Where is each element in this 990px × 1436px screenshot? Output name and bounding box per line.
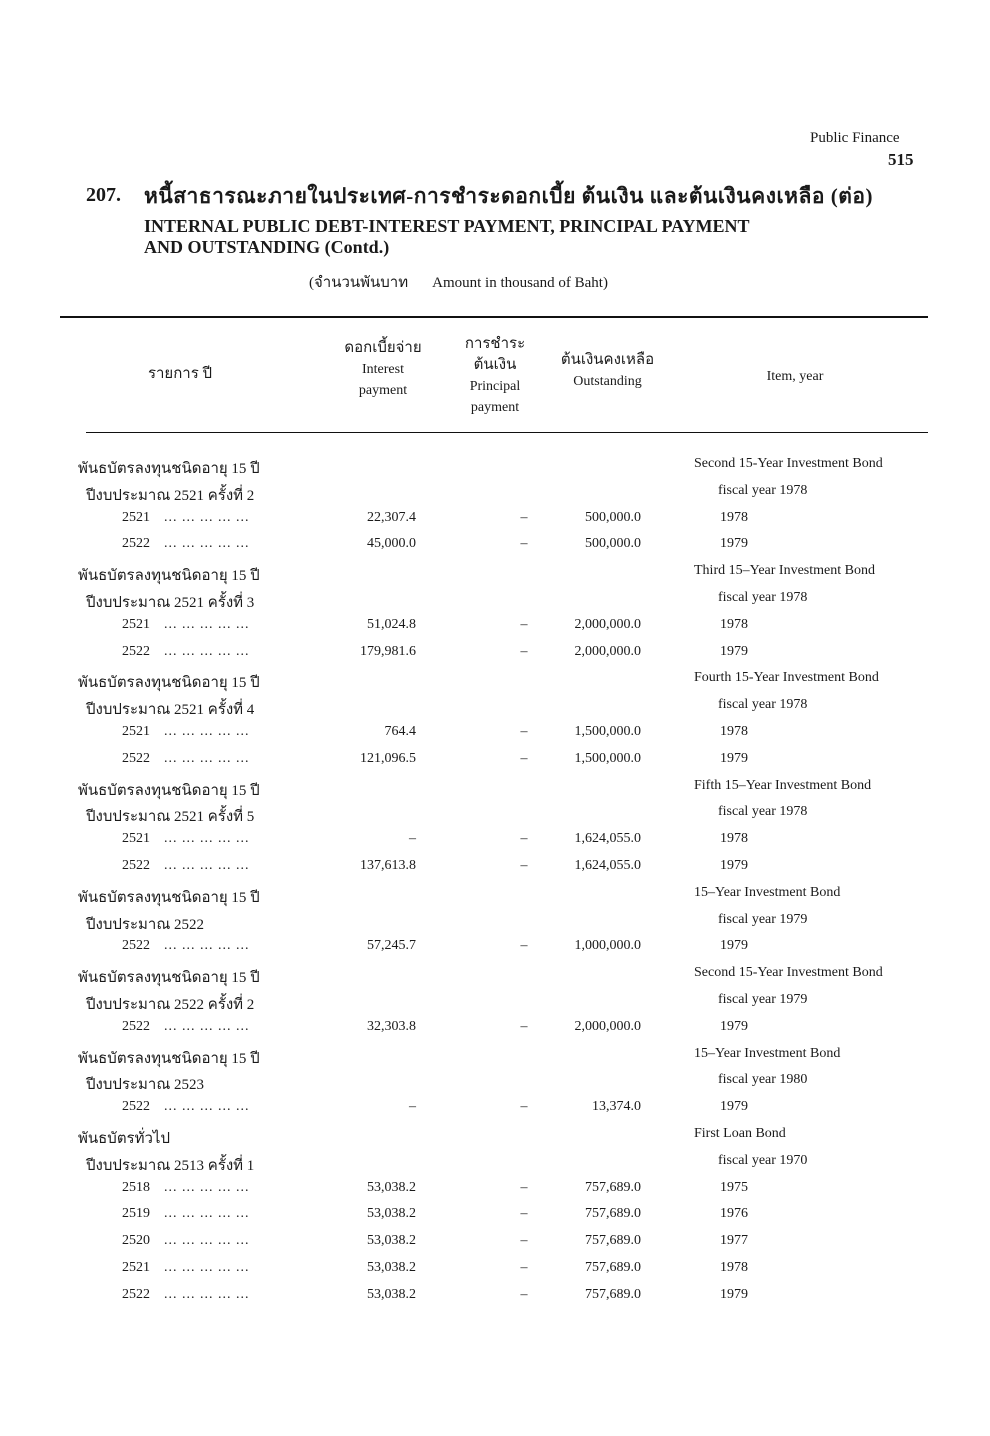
principal-value: – <box>520 831 528 847</box>
col-head-principal-en2: payment <box>470 400 520 415</box>
outstanding-value: 1,624,055.0 <box>574 858 641 873</box>
year-en: 1979 <box>720 1099 748 1115</box>
subgroup-label-th: ปีงบประมาณ 2522 <box>86 916 204 933</box>
subgroup-label-th: ปีงบประมาณ 2513 ครั้งที่ 1 <box>86 1157 255 1174</box>
group-label-en: Second 15-Year Investment Bond <box>694 456 883 471</box>
principal-value: – <box>520 750 528 766</box>
title-english-line1: INTERNAL PUBLIC DEBT-INTEREST PAYMENT, PRINCIPAL PAYMENT <box>144 216 750 236</box>
year-th: 2522 <box>122 536 150 552</box>
principal-value: – <box>520 536 528 552</box>
subgroup-row <box>0 1153 990 1179</box>
group-row <box>0 778 990 804</box>
year-th: 2522 <box>122 938 150 954</box>
outstanding-value: 500,000.0 <box>585 536 641 552</box>
year-th: 2520 <box>122 1233 150 1249</box>
col-head-interest-en2: payment <box>358 383 408 398</box>
year-th: 2521 <box>122 616 150 632</box>
principal-value: – <box>520 1206 528 1222</box>
table-row <box>0 1233 990 1259</box>
table-row <box>0 1180 990 1206</box>
leader-dots: ... ... ... ... ... <box>164 1260 250 1275</box>
leader-dots: ... ... ... ... ... <box>164 724 250 739</box>
table-row <box>0 1287 990 1313</box>
group-row <box>0 1126 990 1152</box>
subgroup-label-th: ปีงบประมาณ 2521 ครั้งที่ 3 <box>86 595 255 611</box>
group-row <box>0 885 990 911</box>
subgroup-label-en: fiscal year 1978 <box>718 590 808 605</box>
leader-dots: ... ... ... ... ... <box>164 536 250 552</box>
subgroup-label-th: ปีงบประมาณ 2523 <box>86 1077 204 1094</box>
interest-value: 57,245.7 <box>367 938 416 954</box>
col-head-item-en: Item, year <box>766 369 824 384</box>
leader-dots: ... ... ... ... ... <box>164 1206 250 1222</box>
outstanding-value: 757,689.0 <box>585 1206 641 1222</box>
year-th: 2521 <box>122 831 150 847</box>
leader-dots: ... ... ... ... ... <box>164 1179 250 1195</box>
table-row <box>0 724 990 750</box>
table-row <box>0 858 990 884</box>
table-row <box>0 510 990 536</box>
interest-value: 32,303.8 <box>367 1018 416 1034</box>
subgroup-label-en: fiscal year 1980 <box>718 1072 808 1088</box>
year-th: 2522 <box>122 750 150 766</box>
interest-value: 53,038.2 <box>367 1206 416 1222</box>
year-th: 2521 <box>122 1260 150 1275</box>
group-label-th: พันธบัตรลงทุนชนิดอายุ 15 ปี <box>78 889 260 906</box>
group-label-en: First Loan Bond <box>694 1126 786 1141</box>
subgroup-row <box>0 483 990 509</box>
year-en: 1979 <box>720 938 748 954</box>
year-en: 1979 <box>720 1286 748 1302</box>
interest-value: – <box>409 831 416 847</box>
interest-value: 764.4 <box>384 724 416 739</box>
group-label-th: พันธบัตรลงทุนชนิดอายุ 15 ปี <box>78 1050 260 1067</box>
group-label-en: Fourth 15-Year Investment Bond <box>694 670 879 686</box>
year-en: 1977 <box>720 1233 748 1249</box>
subgroup-row <box>0 804 990 830</box>
year-th: 2522 <box>122 858 150 873</box>
col-head-interest-en1: Interest <box>362 362 404 377</box>
principal-value: – <box>520 858 528 873</box>
table-row <box>0 831 990 857</box>
col-head-interest <box>318 338 448 401</box>
principal-value: – <box>520 1179 528 1195</box>
subgroup-row <box>0 1072 990 1098</box>
interest-value: 22,307.4 <box>367 509 416 525</box>
leader-dots: ... ... ... ... ... <box>164 616 250 632</box>
principal-value: – <box>520 938 528 954</box>
group-label-th: พันธบัตรทั่วไป <box>78 1131 170 1147</box>
interest-value: 179,981.6 <box>360 643 416 659</box>
group-label-en: Second 15-Year Investment Bond <box>694 965 883 981</box>
group-label-th: พันธบัตรลงทุนชนิดอายุ 15 ปี <box>78 568 260 585</box>
table-row <box>0 1260 990 1286</box>
subgroup-label-th: ปีงบประมาณ 2521 ครั้งที่ 4 <box>86 702 255 719</box>
outstanding-value: 2,000,000.0 <box>574 616 641 632</box>
leader-dots: ... ... ... ... ... <box>164 750 250 766</box>
outstanding-value: 757,689.0 <box>585 1260 641 1275</box>
year-en: 1979 <box>720 536 748 552</box>
outstanding-value: 13,374.0 <box>592 1099 641 1115</box>
col-head-item-th: รายการ ปี <box>147 366 213 382</box>
principal-value: – <box>520 643 528 659</box>
year-th: 2519 <box>122 1206 150 1222</box>
year-th: 2522 <box>122 1286 150 1302</box>
interest-value: 53,038.2 <box>367 1286 416 1302</box>
outstanding-value: 757,689.0 <box>585 1179 641 1195</box>
year-en: 1978 <box>720 831 748 847</box>
group-label-th: พันธบัตรลงทุนชนิดอายุ 15 ปี <box>78 970 260 987</box>
interest-value: – <box>409 1099 416 1115</box>
interest-value: 51,024.8 <box>367 616 416 632</box>
principal-value: – <box>520 724 528 739</box>
year-en: 1978 <box>720 1260 748 1275</box>
header-rule <box>86 432 928 433</box>
table-number: 207. <box>86 184 121 206</box>
year-th: 2522 <box>122 1018 150 1034</box>
subgroup-label-en: fiscal year 1978 <box>718 804 808 820</box>
year-en: 1975 <box>720 1179 748 1195</box>
subgroup-label-th: ปีงบประมาณ 2521 ครั้งที่ 5 <box>86 809 255 826</box>
subgroup-label-en: fiscal year 1978 <box>718 482 808 498</box>
outstanding-value: 757,689.0 <box>585 1233 641 1249</box>
top-rule <box>60 316 928 318</box>
unit-thai: (จำนวนพันบาท <box>309 275 409 291</box>
group-row <box>0 563 990 589</box>
outstanding-value: 2,000,000.0 <box>574 643 641 659</box>
outstanding-value: 1,500,000.0 <box>574 750 641 766</box>
page-number: 515 <box>888 150 914 169</box>
group-label-en: 15–Year Investment Bond <box>694 884 841 900</box>
subgroup-row <box>0 697 990 723</box>
interest-value: 137,613.8 <box>360 858 416 873</box>
interest-value: 45,000.0 <box>367 536 416 552</box>
leader-dots: ... ... ... ... ... <box>164 1286 250 1302</box>
outstanding-value: 757,689.0 <box>585 1286 641 1302</box>
subgroup-row <box>0 992 990 1018</box>
table-row <box>0 536 990 562</box>
principal-value: – <box>520 1260 528 1275</box>
col-head-outstanding-th: ต้นเงินคงเหลือ <box>560 352 655 368</box>
year-en: 1976 <box>720 1206 748 1222</box>
group-label-en: Fifth 15–Year Investment Bond <box>694 777 872 793</box>
table-row <box>0 751 990 777</box>
subgroup-label-en: fiscal year 1970 <box>718 1152 808 1168</box>
interest-value: 53,038.2 <box>367 1179 416 1195</box>
group-label-en: Third 15–Year Investment Bond <box>694 563 875 579</box>
group-row <box>0 1046 990 1072</box>
leader-dots: ... ... ... ... ... <box>164 858 250 873</box>
col-head-item-year <box>735 366 855 387</box>
subgroup-label-en: fiscal year 1978 <box>718 697 808 713</box>
unit-note <box>309 270 608 294</box>
group-label-th: พันธบัตรลงทุนชนิดอายุ 15 ปี <box>78 675 260 692</box>
outstanding-value: 1,000,000.0 <box>574 938 641 954</box>
outstanding-value: 500,000.0 <box>585 509 641 525</box>
year-th: 2518 <box>122 1179 150 1195</box>
unit-english: Amount in thousand of Baht) <box>432 275 608 291</box>
subgroup-row <box>0 590 990 616</box>
year-en: 1978 <box>720 509 748 525</box>
leader-dots: ... ... ... ... ... <box>164 1018 250 1034</box>
table-row <box>0 1206 990 1232</box>
principal-value: – <box>520 1286 528 1302</box>
year-en: 1979 <box>720 1018 748 1034</box>
group-row <box>0 965 990 991</box>
table-row <box>0 617 990 643</box>
leader-dots: ... ... ... ... ... <box>164 643 250 659</box>
leader-dots: ... ... ... ... ... <box>164 1099 250 1115</box>
table-row <box>0 1099 990 1125</box>
year-en: 1979 <box>720 643 748 659</box>
table-row <box>0 938 990 964</box>
principal-value: – <box>520 1018 528 1034</box>
year-th: 2522 <box>122 643 150 659</box>
interest-value: 53,038.2 <box>367 1260 416 1275</box>
group-label-th: พันธบัตรลงทุนชนิดอายุ 15 ปี <box>78 461 260 477</box>
col-head-principal-th2: ต้นเงิน <box>473 357 517 373</box>
title-english-line2: AND OUTSTANDING (Contd.) <box>144 237 390 257</box>
principal-value: – <box>520 509 528 525</box>
year-en: 1979 <box>720 750 748 766</box>
year-th: 2522 <box>122 1099 150 1115</box>
table-row <box>0 1019 990 1045</box>
year-en: 1979 <box>720 858 748 873</box>
principal-value: – <box>520 616 528 632</box>
col-head-interest-th: ดอกเบี้ยจ่าย <box>344 340 422 356</box>
leader-dots: ... ... ... ... ... <box>164 831 250 847</box>
interest-value: 121,096.5 <box>360 750 416 766</box>
col-head-item <box>110 364 250 385</box>
col-head-outstanding <box>545 350 670 392</box>
group-row <box>0 670 990 696</box>
outstanding-value: 1,500,000.0 <box>574 724 641 739</box>
principal-value: – <box>520 1099 528 1115</box>
outstanding-value: 1,624,055.0 <box>574 831 641 847</box>
col-head-principal-en1: Principal <box>469 379 521 394</box>
group-label-th: พันธบัตรลงทุนชนิดอายุ 15 ปี <box>78 782 260 799</box>
col-head-outstanding-en: Outstanding <box>573 374 642 389</box>
year-en: 1978 <box>720 724 748 739</box>
table-row <box>0 644 990 670</box>
title-thai: หนี้สาธารณะภายในประเทศ-การชำระดอกเบี้ย ต้นเงิน และต้นเงินคงเหลือ (ต่อ) <box>144 184 873 208</box>
year-th: 2521 <box>122 509 150 525</box>
leader-dots: ... ... ... ... ... <box>164 1233 250 1249</box>
subgroup-label-th: ปีงบประมาณ 2522 ครั้งที่ 2 <box>86 997 255 1013</box>
leader-dots: ... ... ... ... ... <box>164 509 250 525</box>
subgroup-label-en: fiscal year 1979 <box>718 911 808 927</box>
subgroup-row <box>0 912 990 938</box>
section-header: Public Finance <box>810 130 900 146</box>
outstanding-value: 2,000,000.0 <box>574 1018 641 1034</box>
col-head-principal <box>435 334 555 418</box>
principal-value: – <box>520 1233 528 1249</box>
subgroup-label-th: ปีงบประมาณ 2521 ครั้งที่ 2 <box>86 487 255 504</box>
interest-value: 53,038.2 <box>367 1233 416 1249</box>
leader-dots: ... ... ... ... ... <box>164 938 250 954</box>
col-head-principal-th1: การชำระ <box>464 336 526 352</box>
year-en: 1978 <box>720 616 748 632</box>
group-row <box>0 456 990 482</box>
group-label-en: 15–Year Investment Bond <box>694 1045 841 1061</box>
year-th: 2521 <box>122 724 150 739</box>
subgroup-label-en: fiscal year 1979 <box>718 992 808 1007</box>
